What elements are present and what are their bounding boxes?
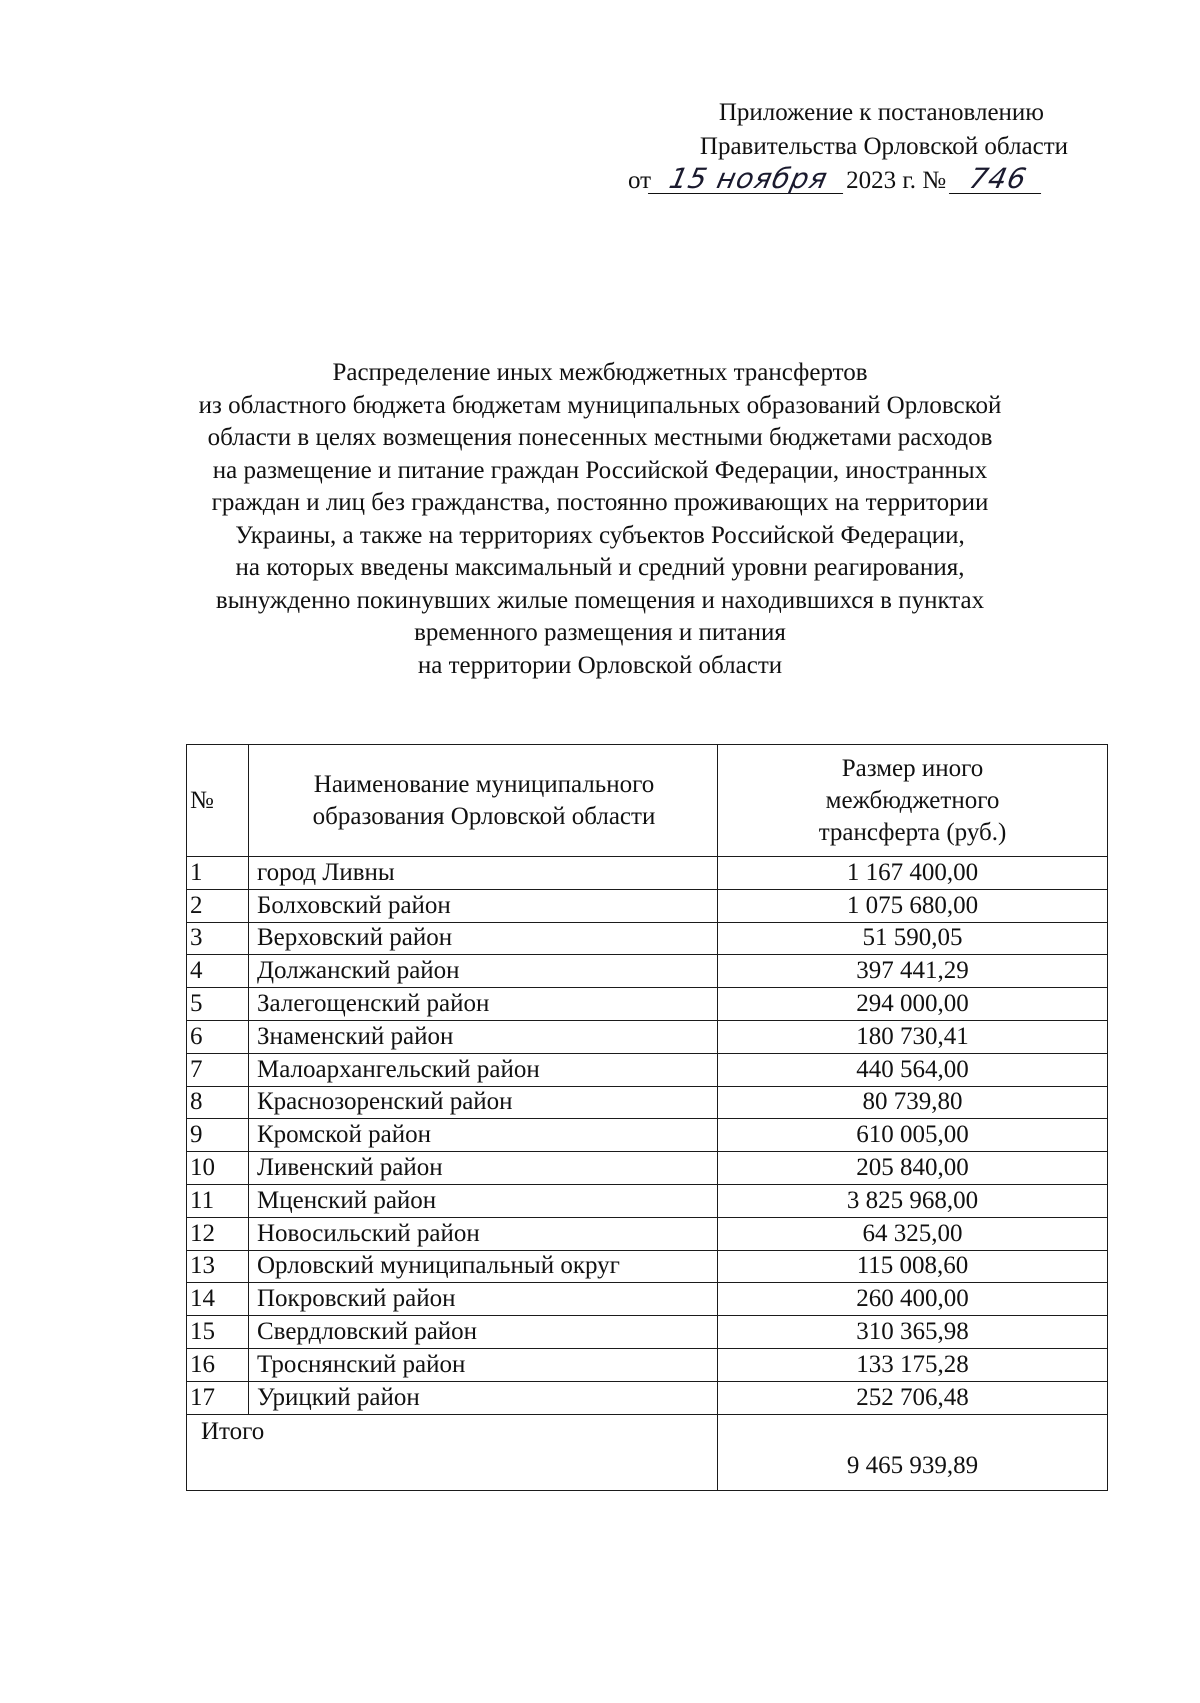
- table-row: [187, 889, 1108, 922]
- title-line: из областного бюджета бюджетам муниципальных образований Орловской: [198, 391, 1002, 419]
- row-municipality: Болховский район: [249, 889, 718, 922]
- row-number: 2: [187, 889, 249, 922]
- row-number: 3: [187, 922, 249, 955]
- total-label: Итого: [201, 1417, 265, 1445]
- table-row: [187, 955, 1108, 988]
- table-total-row: [187, 1414, 1108, 1490]
- appendix-line-2: Правительства Орловской области: [699, 133, 1068, 160]
- header-amount-line: трансферта (руб.): [818, 818, 1007, 846]
- row-number: 15: [187, 1316, 249, 1349]
- table-row: [187, 988, 1108, 1021]
- row-amount: 3 825 968,00: [718, 1184, 1108, 1217]
- date-prefix: от: [628, 167, 652, 194]
- row-municipality: Верховский район: [249, 922, 718, 955]
- table-row: [187, 1184, 1108, 1217]
- row-municipality: город Ливны: [249, 857, 718, 890]
- table-row: [187, 1020, 1108, 1053]
- row-amount: 180 730,41: [718, 1020, 1108, 1053]
- row-amount: 294 000,00: [718, 988, 1108, 1021]
- table-header-row: [187, 745, 1108, 857]
- row-amount: 64 325,00: [718, 1217, 1108, 1250]
- table-row: [187, 857, 1108, 890]
- row-municipality: Малоархангельский район: [249, 1053, 718, 1086]
- row-number: 7: [187, 1053, 249, 1086]
- table-row: [187, 1119, 1108, 1152]
- header-number: №: [187, 745, 249, 857]
- table-row: [187, 1381, 1108, 1414]
- row-municipality: Мценский район: [249, 1184, 718, 1217]
- title-line: временного размещения и питания: [414, 619, 786, 646]
- row-amount: 397 441,29: [718, 955, 1108, 988]
- row-number: 13: [187, 1250, 249, 1283]
- document-title: [150, 357, 1050, 682]
- total-amount: 9 465 939,89: [718, 1414, 1108, 1490]
- row-number: 17: [187, 1381, 249, 1414]
- table-row: [187, 1086, 1108, 1119]
- title-line: вынужденно покинувших жилые помещения и находившихся в пунктах: [215, 586, 985, 614]
- header-amount: [718, 745, 1108, 857]
- handwritten-decree-number: 746: [949, 165, 1047, 194]
- row-amount: 51 590,05: [718, 922, 1108, 955]
- table-row: [187, 1250, 1108, 1283]
- decree-reference: [580, 164, 1080, 198]
- header-amount-line: межбюджетного: [825, 786, 1000, 814]
- row-municipality: Свердловский район: [249, 1316, 718, 1349]
- row-municipality: Должанский район: [249, 955, 718, 988]
- row-number: 4: [187, 955, 249, 988]
- row-amount: 310 365,98: [718, 1316, 1108, 1349]
- row-amount: 252 706,48: [718, 1381, 1108, 1414]
- row-amount: 1 075 680,00: [718, 889, 1108, 922]
- row-number: 11: [187, 1184, 249, 1217]
- header-municipality: [249, 745, 718, 857]
- title-line: на размещение и питание граждан Российской Федерации, иностранных: [212, 456, 988, 484]
- row-municipality: Орловский муниципальный округ: [249, 1250, 718, 1283]
- table-row: [187, 1217, 1108, 1250]
- row-number: 5: [187, 988, 249, 1021]
- table-row: [187, 1283, 1108, 1316]
- title-line: Украины, а также на территориях субъектов Российской Федерации,: [235, 521, 965, 549]
- year-and-number-label: 2023 г. №: [846, 167, 947, 194]
- appendix-header: [580, 96, 1080, 198]
- row-amount: 115 008,60: [718, 1250, 1108, 1283]
- table-row: [187, 1053, 1108, 1086]
- row-amount: 1 167 400,00: [718, 857, 1108, 890]
- row-number: 10: [187, 1152, 249, 1185]
- row-number: 6: [187, 1020, 249, 1053]
- appendix-line-1: Приложение к постановлению: [718, 99, 1044, 126]
- row-municipality: Урицкий район: [249, 1381, 718, 1414]
- row-amount: 260 400,00: [718, 1283, 1108, 1316]
- title-line: области в целях возмещения понесенных местными бюджетами расходов: [207, 424, 993, 451]
- row-number: 9: [187, 1119, 249, 1152]
- distribution-table: [186, 744, 1108, 1491]
- row-number: 1: [187, 857, 249, 890]
- row-municipality: Покровский район: [249, 1283, 718, 1316]
- row-municipality: Краснозоренский район: [249, 1086, 718, 1119]
- title-line: на территории Орловской области: [417, 651, 783, 679]
- row-number: 12: [187, 1217, 249, 1250]
- row-municipality: Кромской район: [249, 1119, 718, 1152]
- distribution-table-wrapper: [186, 744, 1108, 1491]
- table-row: [187, 1348, 1108, 1381]
- row-municipality: Новосильский район: [249, 1217, 718, 1250]
- row-number: 14: [187, 1283, 249, 1316]
- row-municipality: Троснянский район: [249, 1348, 718, 1381]
- row-amount: 80 739,80: [718, 1086, 1108, 1119]
- row-amount: 205 840,00: [718, 1152, 1108, 1185]
- title-line: Распределение иных межбюджетных трансфертов: [332, 359, 868, 386]
- table-row: [187, 1152, 1108, 1185]
- table-row: [187, 922, 1108, 955]
- row-municipality: Залегощенский район: [249, 988, 718, 1021]
- row-municipality: Знаменский район: [249, 1020, 718, 1053]
- handwritten-date: 15 ноября: [648, 165, 849, 194]
- row-amount: 133 175,28: [718, 1348, 1108, 1381]
- header-municipality-line: Наименование муниципального: [313, 770, 655, 798]
- header-amount-line: Размер иного: [841, 754, 984, 782]
- row-municipality: Ливенский район: [249, 1152, 718, 1185]
- row-number: 16: [187, 1348, 249, 1381]
- row-number: 8: [187, 1086, 249, 1119]
- title-line: на которых введены максимальный и средний уровни реагирования,: [235, 554, 965, 581]
- total-label-cell: [187, 1414, 718, 1490]
- row-amount: 610 005,00: [718, 1119, 1108, 1152]
- header-municipality-line: образования Орловской области: [312, 802, 656, 830]
- table-row: [187, 1316, 1108, 1349]
- row-amount: 440 564,00: [718, 1053, 1108, 1086]
- title-line: граждан и лиц без гражданства, постоянно проживающих на территории: [211, 489, 989, 516]
